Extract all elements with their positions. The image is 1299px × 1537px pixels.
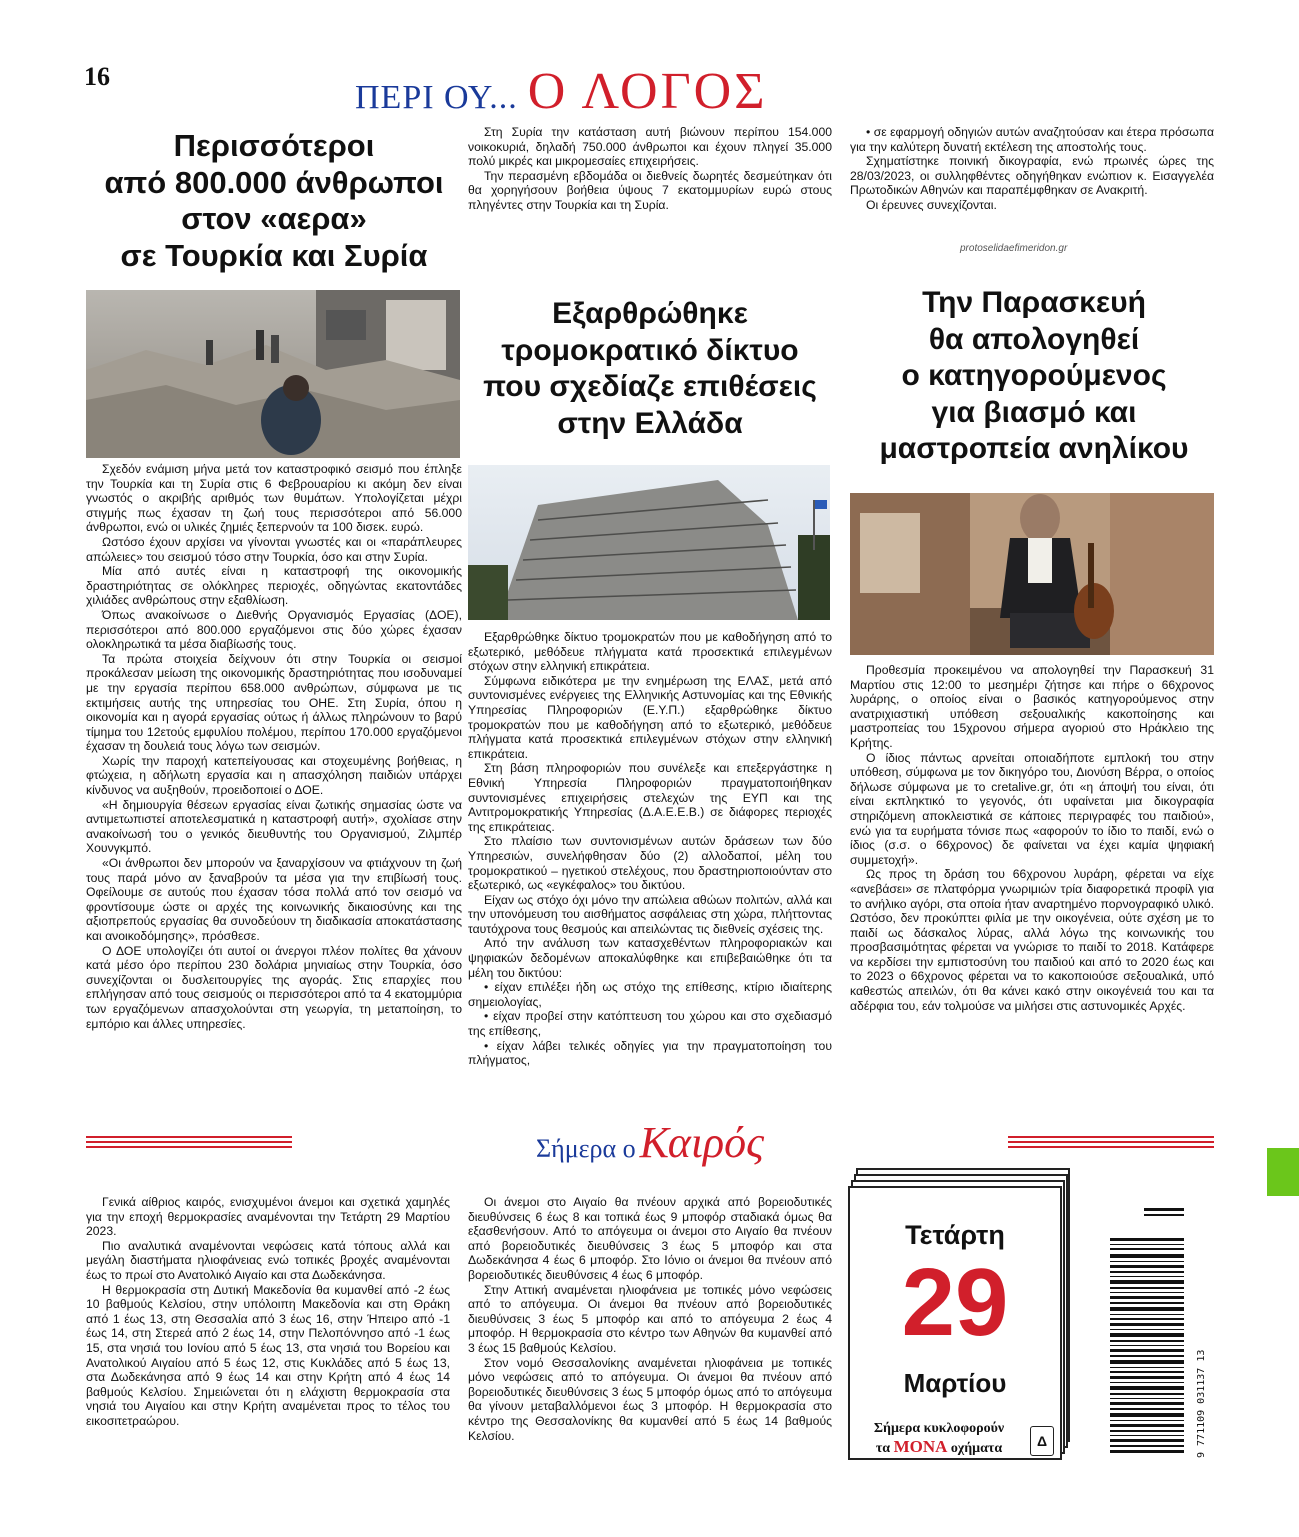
article1-body-continued bbox=[468, 125, 832, 213]
masthead-prefix: ΠΕΡΙ ΟΥ... bbox=[355, 79, 518, 116]
headline-line: Την Παρασκευή bbox=[922, 286, 1146, 319]
paragraph: «Η δημιουργία θέσεων εργασίας είναι ζωτικής σημασίας ώστε να αντιμετωπιστεί αποτελεσματικά η καταστροφή αυτή», σχολίασε στην ανακοίνωσή του ο γενικός διευθυντής του Οργανισμού, Ζιλμπέρ Χουνγκμπό. bbox=[86, 797, 462, 856]
weather-body-right bbox=[468, 1195, 832, 1443]
plate-letter-badge: Δ bbox=[1030, 1426, 1054, 1456]
page-number: 16 bbox=[84, 62, 110, 91]
calendar-sheet-front bbox=[848, 1186, 1062, 1460]
paragraph: Προθεσμία προκειμένου να απολογηθεί την Παρασκευή 31 Μαρτίου στις 12:00 το μεσημέρι ζήτησε και πήρε ο 66χρονος λυράρης, ο οποίος είναι ο βασικός κατηγορούμενος στην ανατριχιαστική υπόθεση σεξουαλικής κακοποίησης και μαστροπείας του 15χρονου σήμερα αγοριού στο Ηράκλειο της Κρήτης. bbox=[850, 663, 1214, 750]
paragraph: Ο ίδιος πάντως αρνείται οποιαδήποτε εμπλοκή του στην υπόθεση, σύμφωνα με τον δικηγόρο του, Διονύση Βέρρα, ο οποίος δήλωσε σύμφωνα με το cretalive.gr, ότι «η άποψή του είναι, ότι είναι εκπληκτικό το γεγονός, ότι υφαίνεται μια δικογραφία στηριζόμενη αποκλειστικά σε κάποιες περιγραφές του παιδιού», ενώ για τα ευρήματα τόνισε πως «αφορούν το ίδιο το παιδί, ενώ ο ίδιος (σ.σ. ο 66χρονος) δε φαίνεται να έχει καμία ψηφιακή συμμετοχή». bbox=[850, 750, 1214, 867]
paragraph: Πιο αναλυτικά αναμένονται νεφώσεις κατά τόπους αλλά και μεγάλη διαστήματα ηλιοφάνειας ενώ τοπικές βροχές αναμένονται έως το πρωί στο Ανατολικό Αιγαίο και στα Δωδεκάνησα. bbox=[86, 1238, 450, 1282]
traffic-note-post: οχήματα bbox=[950, 1441, 1003, 1456]
paragraph: Στο πλαίσιο των συντονισμένων αυτών δράσεων των δύο Υπηρεσιών, συνελήφθησαν δύο (2) αλλοδαποί, μέλη του τρομοκρατικού – ηγετικού στελέχους, που δραστηριοποιούνταν στο εξωτερικό, ως «εγκέφαλος» του δικτύου. bbox=[468, 834, 832, 893]
divider-line bbox=[1008, 1146, 1214, 1148]
section-tab bbox=[1267, 1148, 1299, 1196]
paragraph: Είχαν ως στόχο όχι μόνο την απώλεια αθώων πολιτών, αλλά και την υπονόμευση του αισθήματος ασφάλειας στη χώρα, πλήττοντας ταυτόχρονα τους θεσμούς και απειλώντας τις διεθνείς σχέσεις της. bbox=[468, 892, 832, 936]
divider-line bbox=[86, 1146, 292, 1148]
headline-line: μαστροπεία ανηλίκου bbox=[879, 432, 1189, 466]
article1-headline bbox=[86, 128, 462, 274]
paragraph: Ωστόσο έχουν αρχίσει να γίνονται γνωστές και οι «παράπλευρες απώλειες» του σεισμού τόσο στην Τουρκία, όσο και στην Συρία. bbox=[86, 534, 462, 564]
site-watermark: protoselidaefimeridon.gr bbox=[960, 243, 1068, 254]
headline-line: σε Τουρκία και Συρία bbox=[120, 237, 428, 273]
paragraph: Στην Αττική αναμένεται ηλιοφάνεια με τοπικές μόνο νεφώσεις από το απόγευμα. Οι άνεμοι θα πνέουν από βορειοδυτικές διευθύνσεις 3 έως 5 μποφόρ και από το απόγευμα 2 έως 4 μποφόρ. Η θερμοκρασία στο κέντρο των Αθηνών θα κυμανθεί από 3 έως 15 βαθμούς Κελσίου. bbox=[468, 1282, 832, 1355]
article2-headline bbox=[462, 296, 838, 442]
calendar-weekday: Τετάρτη bbox=[905, 1220, 1005, 1250]
traffic-note-pre: τα bbox=[875, 1441, 891, 1456]
article2-body bbox=[468, 630, 832, 1068]
paragraph: Εξαρθρώθηκε δίκτυο τρομοκρατών που με καθοδήγηση από το εξωτερικό, μεθόδευε πλήγματα κατά προσεκτικά επιλεγμένων στόχων στην ελληνική επικράτεια. bbox=[468, 630, 832, 674]
article2-body-continued bbox=[850, 125, 1214, 213]
earthquake-photo bbox=[86, 290, 460, 458]
calendar-month: Μαρτίου bbox=[903, 1368, 1007, 1398]
building-photo bbox=[468, 465, 830, 620]
weather-title-main: Καιρός bbox=[639, 1118, 765, 1167]
paragraph: • είχαν επιλέξει ήδη ως στόχο της επίθεσης, κτίριο ιδιαίτερης σημειολογίας, bbox=[468, 980, 832, 1009]
paragraph: Μία από αυτές είναι η καταστροφή της οικονομικής δραστηριότητας σε ολόκληρες περιοχές, οδηγώντας εκατοντάδες χιλιάδες ανθρώπους στην εξαθλίωση. bbox=[86, 564, 462, 608]
headline-line: για βιασμό και bbox=[931, 395, 1137, 429]
weather-body-left bbox=[86, 1195, 450, 1429]
headline-line: στον «αερα» bbox=[181, 201, 367, 237]
paragraph: Ως προς τη δράση του 66χρονου λυράρη, φέρεται να είχε «ανεβάσει» σε πλατφόρμα γνωριμιών τρία διαφορετικά προφίλ για το ανήλικο αγόρι, στα οποία ήταν αναρτημένο πορνογραφικό υλικό. Ωστόσο, δεν προκύπτει φιλία με την οικογένεια, ούτε σχέση με το παιδί ως δάσκαλος λύρας, αλλά λόγω της κοινωνικής του προσβασιμότητας φέρεται να γνώρισε το παιδί το 2018. Κατάφερε να κερδίσει την εμπιστοσύνη του παιδιού και από το 2020 έως και το 2023 ο 66χρονος φέρεται να το κακοποιούσε σεξουαλικά, υπό καθεστώς απειλών, ότι θα κάνει κακό στην οικογένειά του και τα αδέρφια του, εάν τολμούσε να μιλήσει στις αστυνομικές Αρχές. bbox=[850, 867, 1214, 1013]
divider-line bbox=[1008, 1141, 1214, 1143]
paragraph: Σύμφωνα ειδικότερα με την ενημέρωση της ΕΛΑΣ, μετά από συντονισμένες ενέργειες της Ελληνικής Αστυνομίας και της Εθνικής Υπηρεσίας Πληροφοριών (Ε.Υ.Π.) εξαρθρώθηκε δίκτυο τρομοκρατών που με καθοδήγηση από το εξωτερικό, μεθόδευε πλήγματα κατά προσεκτικά επιλεγμένων στόχων στην ελληνική επικράτεια. bbox=[468, 673, 832, 761]
traffic-note-red: ΜΟΝΑ bbox=[893, 1437, 948, 1456]
paragraph: Σχεδόν ενάμιση μήνα μετά τον καταστροφικό σεισμό που έπληξε την Τουρκία και τη Συρία στις 6 Φεβρουαρίου κι ακόμη δεν είναι γνωστός ο ακριβής αριθμός των θυμάτων. Υπολογίζεται μέχρι στιγμής πως έχασαν τη ζωή τους περισσότεροι από 56.000 άνθρωποι, ενώ οι υλικές ζημιές ξεπερνούν τα 100 δισεκ. ευρώ. bbox=[86, 462, 462, 535]
masthead-title: Ο ΛΟΓΟΣ bbox=[527, 63, 768, 120]
paragraph: Χωρίς την παροχή κατεπείγουσας και στοχευμένης βοήθειας, η φτώχεια, η αδήλωτη εργασία και η απασχόληση παιδιών υπάρχει κίνδυνος να αυξηθούν, προειδοποιεί ο ΔΟΕ. bbox=[86, 753, 462, 798]
paragraph: Στη βάση πληροφοριών που συνέλεξε και επεξεργάστηκε η Εθνική Υπηρεσία Πληροφοριών πραγματοποιήθηκαν συντονισμένες επιχειρήσεις στελεχών της ΕΥΠ και της Αντιτρομοκρατικής Υπηρεσίας (Δ.Α.Ε.Ε.Β.) σε διάφορες περιοχές της επικράτειας. bbox=[468, 761, 832, 834]
paragraph: Οι έρευνες συνεχίζονται. bbox=[866, 197, 997, 212]
paragraph: Στον νομό Θεσσαλονίκης αναμένεται ηλιοφάνεια με τοπικές μόνο νεφώσεις από το απόγευμα. Οι άνεμοι θα πνέουν από βορειοδυτικές διευθύνσεις 3 έως 5 μποφόρ όμως από το απόγευμα θα γίνουν μεταβαλλόμενοι έως 3 μποφόρ. Η θερμοκρασία στο κέντρο της Θεσσαλονίκης θα κυμανθεί από 5 έως 14 βαθμούς Κελσίου. bbox=[468, 1355, 832, 1443]
musician-photo bbox=[850, 493, 1214, 655]
paragraph: Από την ανάλυση των κατασχεθέντων πληροφοριακών και ψηφιακών δεδομένων αποκαλύφθηκε και επιβεβαιώθηκε ότι τα μέλη του δικτύου: bbox=[468, 936, 832, 980]
headline-line: τρομοκρατικό δίκτυο bbox=[501, 333, 799, 367]
headline-line: Εξαρθρώθηκε bbox=[552, 297, 748, 330]
weather-title-prefix: Σήμερα ο bbox=[535, 1134, 636, 1163]
article3-body bbox=[850, 663, 1214, 1013]
paragraph: Την περασμένη εβδομάδα οι διεθνείς δωρητές δεσμεύτηκαν ότι θα χορηγήσουν βοήθεια ύψους 7 εκατομμυρίων ευρώ στους πληγέντες στην Τουρκία και τη Συρία. bbox=[468, 168, 832, 212]
article3-headline bbox=[846, 285, 1222, 468]
paragraph: «Οι άνθρωποι δεν μπορούν να ξαναρχίσουν να φτιάχνουν τη ζωή τους παρά μόνο αν ξαναβρούν τα μέσα για την επιβίωσή τους. Οφείλουμε σε αυτούς που έχασαν τόσα πολλά από τον σεισμό να φροντίσουμε ώστε οι αρχές της κοινωνικής δικαιοσύνης και της αξιοπρεπούς εργασίας θα συνοδεύουν τη διαδικασία αποκατάστασης και ανοικοδόμησης», πρόσθεσε. bbox=[86, 856, 462, 943]
paragraph: • σε εφαρμογή οδηγιών αυτών αναζητούσαν και έτερα πρόσωπα για την καλύτερη δυνατή εκτέλεση της αποστολής τους. bbox=[850, 125, 1214, 154]
barcode bbox=[1110, 1208, 1190, 1456]
calendar-day: 29 bbox=[901, 1249, 1009, 1356]
paragraph: Ο ΔΟΕ υπολογίζει ότι αυτοί οι άνεργοι πλέον πολίτες θα χάνουν κατά μέσο όρο περίπου 230 δολάρια μηνιαίως στην Τουρκία, όσο συνεχίζονται οι δυσλειτουργίες της αγοράς. Στις επαρχίες που επλήγησαν από τους σεισμούς οι περισσότεροι από τα 4 εκατομμύρια των εργαζόμενων απασχολούνται στη γεωργία, τη μεταποίηση, το εμπόριο και άλλες υπηρεσίες. bbox=[86, 943, 462, 1031]
paragraph: Τα πρώτα στοιχεία δείχνουν ότι στην Τουρκία οι σεισμοί προκάλεσαν μείωση της οικονομικής δραστηριότητας που ισοδυναμεί με την εργασία περίπου 658.000 ανθρώπων, σύμφωνα με τις εκτιμήσεις αυτής της υπηρεσίας του ΟΗΕ. Στη Συρία, όπου η οικονομία και η αγορά εργασίας ούτως ή άλλως πληρώνουν το βαρύ τίμημα του 12ετούς εμφυλίου πολέμου, περίπου 170.000 εργαζόμενοι έχασαν τη δουλειά τους λόγω των σεισμών. bbox=[86, 651, 462, 754]
headline-line: θα απολογηθεί bbox=[928, 322, 1140, 356]
traffic-note bbox=[850, 1420, 1028, 1458]
traffic-note-line2 bbox=[850, 1438, 1028, 1458]
headline-line: Περισσότεροι bbox=[173, 128, 375, 163]
paragraph: • είχαν προβεί στην κατόπτευση του χώρου και στο σχεδιασμό της επίθεσης, bbox=[468, 1009, 832, 1039]
divider-line bbox=[86, 1141, 292, 1143]
headline-line: που σχεδίαζε επιθέσεις bbox=[483, 370, 817, 404]
barcode-graphic bbox=[1110, 1208, 1190, 1456]
paragraph: Όπως ανακοίνωσε ο Διεθνής Οργανισμός Εργασίας (ΔΟΕ), περισσότεροι από 800.000 εργαζόμενοι στις δύο χώρες έχασαν ολοκληρωτικά τα μέσα διαβίωσής τους. bbox=[86, 607, 462, 652]
masthead bbox=[355, 62, 955, 121]
headline-line: στην Ελλάδα bbox=[557, 406, 743, 440]
paragraph: Σχηματίστηκε ποινική δικογραφία, ενώ πρωινές ώρες της 28/03/2023, οι συλληφθέντες οδηγήθηκαν ενώπιον κ. Εισαγγελέα Πρωτοδικών Αθηνών και παραπέμφθηκαν σε Ανακριτή. bbox=[850, 154, 1214, 198]
paragraph: Γενικά αίθριος καιρός, ενισχυμένοι άνεμοι και σχετικά χαμηλές για την εποχή θερμοκρασίες αναμένονται την Τετάρτη 29 Μαρτίου 2023. bbox=[86, 1195, 450, 1239]
weather-title bbox=[300, 1117, 1000, 1168]
paragraph: • είχαν λάβει τελικές οδηγίες για την πραγματοποίηση του πλήγματος, bbox=[468, 1038, 832, 1068]
article1-body bbox=[86, 462, 462, 1031]
paragraph: Η θερμοκρασία στη Δυτική Μακεδονία θα κυμανθεί από -2 έως 10 βαθμούς Κελσίου, στην υπόλοιπη Μακεδονία και στη Θράκη από 1 έως 13, στη Θεσσαλία από 3 έως 16, στην Ήπειρο από -1 έως 14, στη Στερεά από 2 έως 14, στην Πελοπόννησο από -1 έως 15, στα νησιά του Ιονίου από 5 έως 13, στα νησιά του Βορείου και Ανατολικού Αιγαίου από 5 έως 12, στις Κυκλάδες από 5 έως 13, στα Δωδεκάνησα από 9 έως 14 και στην Κρήτη από 4 έως 14 βαθμούς Κελσίου. Σημειώνεται ότι η ελάχιστη θερμοκρασία στα νησιά του Αιγαίου και στην Κρήτη αναμένεται προς το τέλος του εικοσιτετραώρου. bbox=[86, 1282, 450, 1428]
headline-line: από 800.000 άνθρωποι bbox=[104, 164, 444, 200]
paragraph: Στη Συρία την κατάσταση αυτή βιώνουν περίπου 154.000 νοικοκυριά, δηλαδή 750.000 άνθρωποι και έχουν πληγεί 35.000 πολύ μικρές και μικρομεσαίες επιχειρήσεις. bbox=[468, 125, 832, 169]
barcode-digits bbox=[1196, 1210, 1207, 1458]
traffic-note-line1: Σήμερα κυκλοφορούν bbox=[873, 1421, 1005, 1436]
divider-line bbox=[1008, 1136, 1214, 1138]
divider-line bbox=[86, 1136, 292, 1138]
date-calendar bbox=[848, 1168, 1064, 1466]
barcode-digits-text: 9 771109 031137 13 bbox=[1196, 1349, 1207, 1458]
headline-line: ο κατηγορούμενος bbox=[901, 359, 1167, 393]
paragraph: Οι άνεμοι στο Αιγαίο θα πνέουν αρχικά από βορειοδυτικές διευθύνσεις 6 έως 8 και τοπικά έως 9 μποφόρ σταδιακά όμως θα εξασθενήσουν. Από το απόγευμα οι άνεμοι στο Αιγαίο θα πνέουν από βορειοδυτικές διευθύνσεις 3 έως 5 μποφόρ και στα Δωδεκάνησα 4 έως 6 μποφόρ. Στο Ιόνιο οι άνεμοι θα πνέουν από βορειοδυτικές διευθύνσεις 4 έως 6 μποφόρ. bbox=[468, 1195, 832, 1282]
